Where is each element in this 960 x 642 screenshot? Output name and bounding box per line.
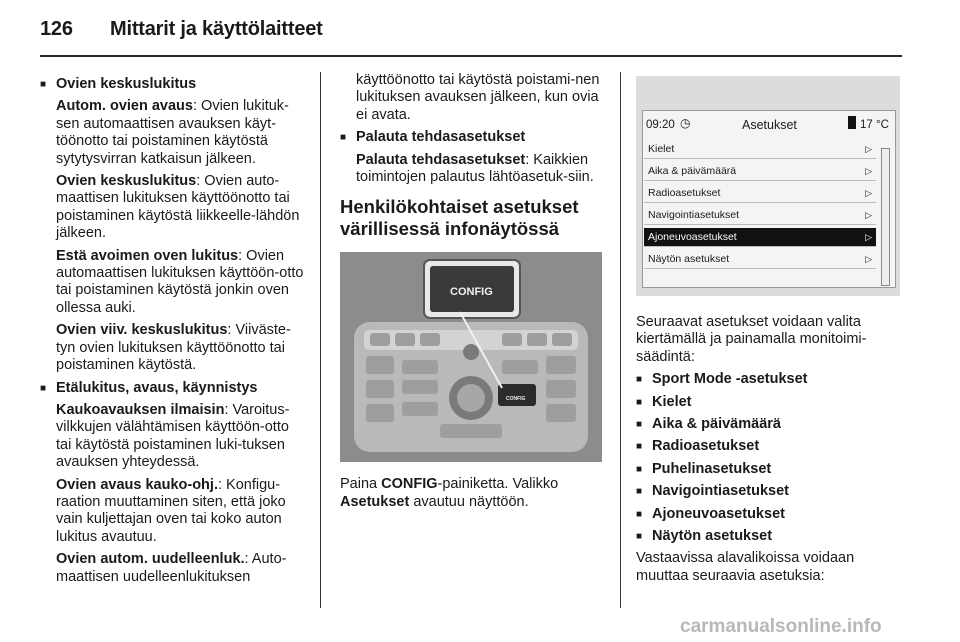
setting-desc: : Ovien auto-maattisen lukituksen käyttöönotto tai poistaminen käytöstä liikkeelle-lähdön jälkeen. bbox=[56, 173, 300, 242]
screen-time: 09:20 bbox=[646, 119, 675, 131]
setting-entry bbox=[40, 173, 308, 243]
page-title: Mittarit ja käyttölaitteet bbox=[110, 18, 323, 40]
watermark: carmanualsonline.info bbox=[680, 616, 882, 637]
text-run: -painiketta. Valikko bbox=[437, 476, 559, 493]
config-button-small-label: CONFIG bbox=[506, 396, 526, 403]
setting-entry bbox=[40, 322, 308, 374]
thermometer-icon bbox=[848, 116, 856, 129]
menu-item bbox=[644, 140, 876, 159]
setting-term: Kaukoavauksen ilmaisin bbox=[56, 401, 225, 418]
menu-item bbox=[644, 184, 876, 203]
setting-entry bbox=[40, 477, 308, 547]
setting-term: Ovien keskuslukitus bbox=[56, 173, 197, 190]
text-run: avautuu näyttöön. bbox=[409, 493, 529, 510]
menu-item-label: Ajoneuvoasetukset bbox=[648, 231, 737, 243]
menu-term: Asetukset bbox=[340, 493, 410, 510]
bullet-heading: ■ Etälukitus, avaus, käynnistys bbox=[40, 380, 308, 397]
column-1 bbox=[40, 76, 308, 591]
menu-item-label: Aika & päivämäärä bbox=[648, 165, 737, 177]
chevron-right-icon: ▷ bbox=[865, 166, 872, 176]
setting-desc: : Konfigu-raation muuttaminen siten, että joko vain kuljettajan oven tai koko auton lukitus avautuu. bbox=[56, 476, 286, 545]
config-button-label: CONFIG bbox=[450, 286, 493, 299]
screen-title: Asetukset bbox=[742, 118, 797, 132]
list-item: ■ Kielet bbox=[636, 394, 906, 411]
setting-entry bbox=[40, 98, 308, 168]
setting-entry bbox=[40, 402, 308, 472]
setting-term: Palauta tehdasasetukset bbox=[356, 151, 526, 168]
clock-icon: ◷ bbox=[680, 116, 691, 130]
config-term: CONFIG bbox=[381, 476, 438, 493]
bullet-heading: ■ Palauta tehdasasetukset bbox=[340, 129, 606, 146]
text-run: Paina bbox=[340, 476, 382, 493]
bullet-heading: ■ Ovien keskuslukitus bbox=[40, 76, 308, 93]
column-divider-1 bbox=[320, 72, 321, 608]
setting-desc: : Ovien lukituk-sen automaattisen avauksen käyt-töönotto tai poistaminen käytöstä sytytysvirran katkaisun jälkeen. bbox=[56, 98, 289, 167]
list-item: ■ Navigointiasetukset bbox=[636, 483, 906, 500]
header-rule bbox=[40, 55, 902, 57]
list-item: ■ Ajoneuvoasetukset bbox=[636, 506, 906, 523]
screen-temp: 17 °C bbox=[860, 119, 889, 131]
column-2 bbox=[340, 72, 606, 516]
menu-item-label: Radioasetukset bbox=[648, 187, 721, 199]
screen-status-bar bbox=[642, 112, 894, 136]
chevron-right-icon: ▷ bbox=[865, 188, 872, 198]
settings-screen-image bbox=[636, 76, 900, 296]
list-item: ■ Sport Mode -asetukset bbox=[636, 371, 906, 388]
menu-item-label: Näytön asetukset bbox=[648, 253, 730, 265]
menu-item-selected bbox=[644, 228, 876, 247]
list-item: ■ Näytön asetukset bbox=[636, 528, 906, 545]
setting-entry bbox=[40, 551, 308, 586]
chevron-right-icon: ▷ bbox=[865, 232, 872, 242]
setting-term: Estä avoimen oven lukitus bbox=[56, 247, 239, 264]
chevron-right-icon: ▷ bbox=[865, 210, 872, 220]
page-header bbox=[40, 18, 323, 41]
chevron-right-icon: ▷ bbox=[865, 144, 872, 154]
continued-text: käyttöönotto tai käytöstä poistami-nen lukituksen avauksen jälkeen, kun ovia ei avata. bbox=[356, 72, 600, 123]
menu-item-label: Kielet bbox=[648, 143, 675, 155]
column-3 bbox=[636, 72, 906, 590]
page-number: 126 bbox=[40, 18, 73, 40]
menu-item bbox=[644, 162, 876, 181]
menu-item bbox=[644, 250, 876, 269]
menu-item bbox=[644, 206, 876, 225]
setting-desc: : Viiväste-tyn ovien lukituksen käyttöönotto tai poistaminen käytöstä. bbox=[56, 322, 291, 374]
chevron-right-icon: ▷ bbox=[865, 254, 872, 264]
console-photo bbox=[340, 252, 602, 462]
intro-text: Seuraavat asetukset voidaan valita kiertämällä ja painamalla monitoimi-säädintä: bbox=[636, 314, 867, 365]
setting-desc: : Kaikkien toimintojen palautus lähtöasetuk-siin. bbox=[356, 151, 594, 186]
section-heading: Henkilökohtaiset asetukset värillisessä infonäytössä bbox=[340, 196, 579, 240]
setting-term: Autom. ovien avaus bbox=[56, 98, 193, 115]
instruction-text bbox=[340, 476, 606, 511]
screen-scrollbar bbox=[881, 148, 890, 286]
setting-term: Ovien viiv. keskuslukitus bbox=[56, 322, 228, 339]
setting-entry bbox=[40, 248, 308, 318]
outro-text: Vastaavissa alavalikoissa voidaan muuttaa seuraavia asetuksia: bbox=[636, 550, 855, 584]
column-divider-2 bbox=[620, 72, 621, 608]
setting-term: Ovien autom. uudelleenluk. bbox=[56, 551, 245, 568]
list-item: ■ Radioasetukset bbox=[636, 438, 906, 455]
setting-desc: : Ovien automaattisen lukituksen käyttöön-otto tai poistaminen käytöstä jonkin oven ollessa auki. bbox=[56, 247, 304, 316]
menu-item-label: Navigointiasetukset bbox=[648, 209, 740, 221]
setting-desc: : Auto-maattisen uudelleenlukituksen bbox=[56, 551, 287, 585]
setting-desc: : Varoitus-vilkkujen välähtämisen käyttöön-otto tai käytöstä poistaminen luki-tuksen avauksen yhteydessä. bbox=[56, 401, 290, 471]
setting-term: Ovien avaus kauko-ohj. bbox=[56, 476, 218, 493]
list-item: ■ Aika & päivämäärä bbox=[636, 416, 906, 433]
list-item: ■ Puhelinasetukset bbox=[636, 461, 906, 478]
setting-entry bbox=[340, 152, 606, 187]
